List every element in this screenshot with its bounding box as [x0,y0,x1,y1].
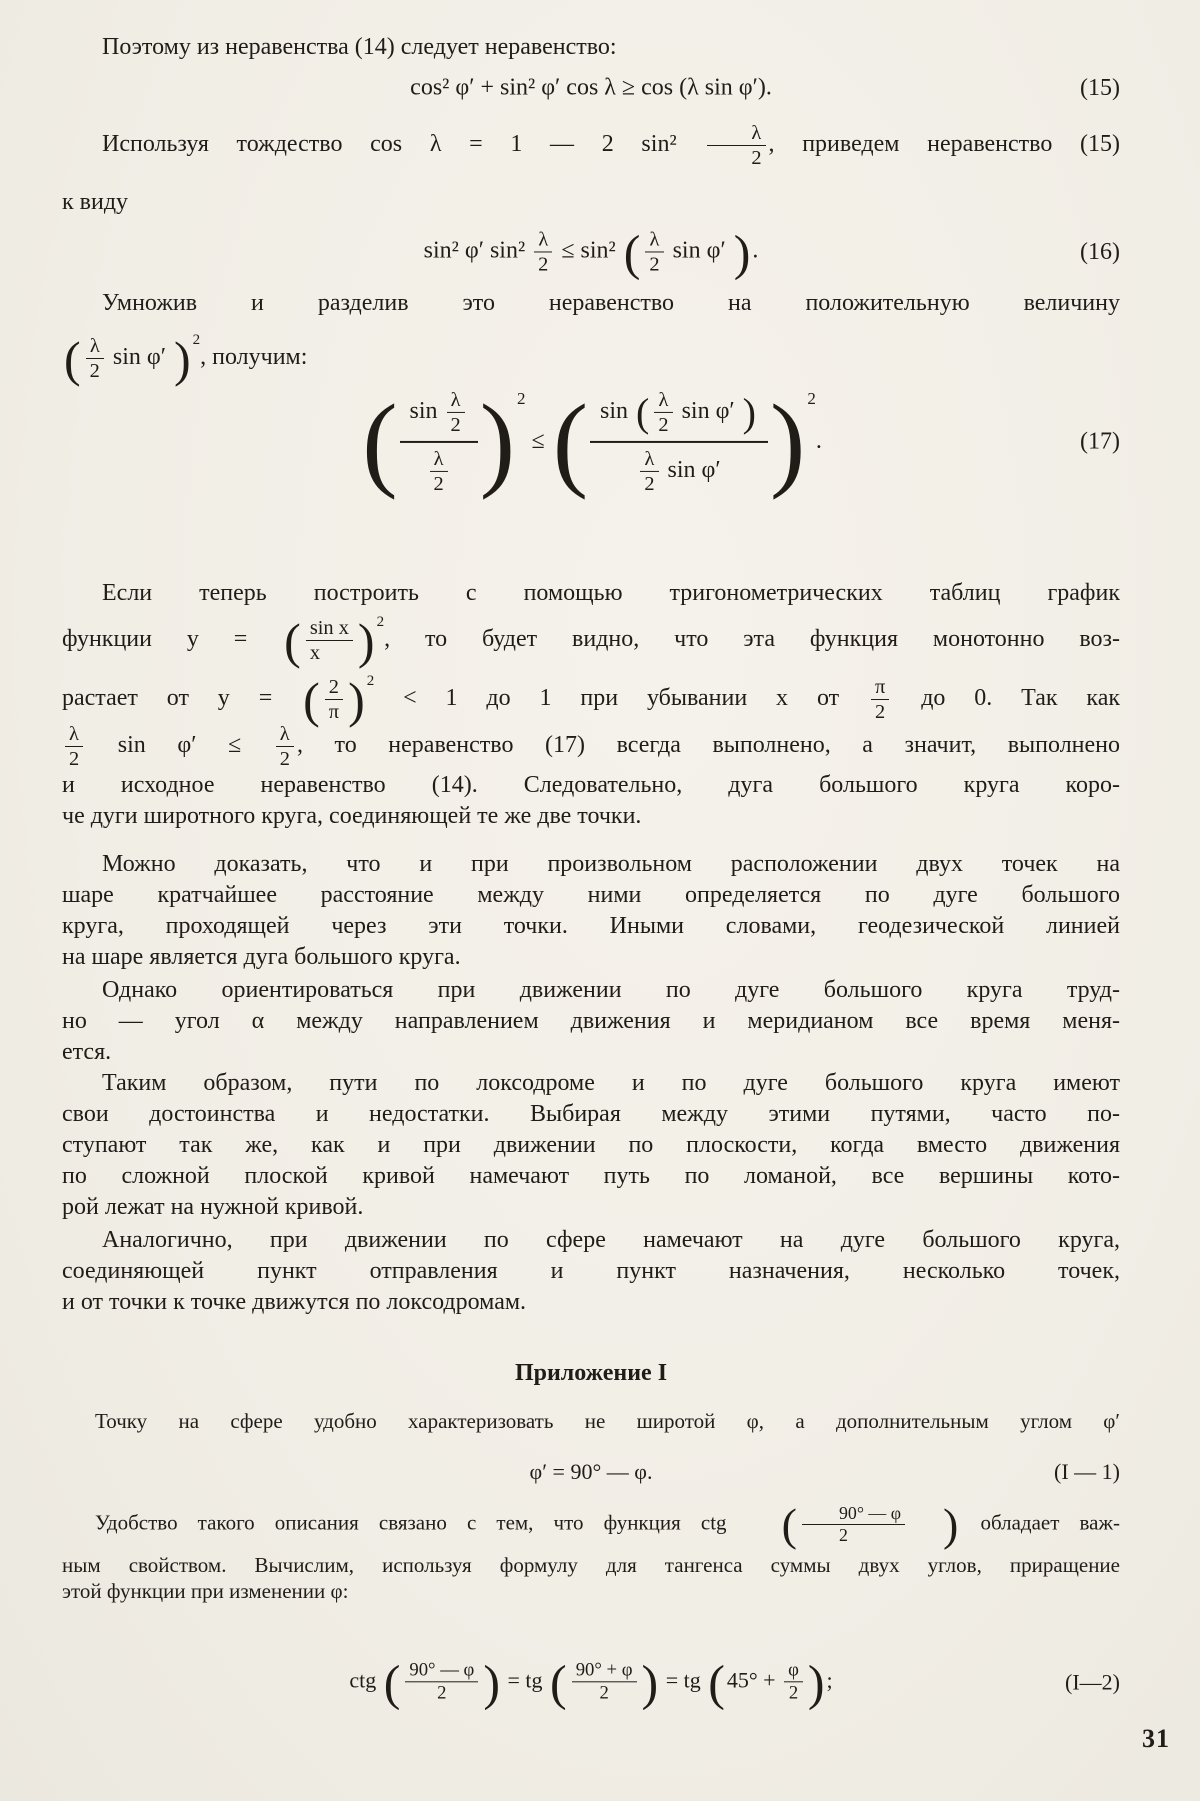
text-run: Удобство такого описания связано с тем, что функция ctg [95,1510,727,1535]
text-run: до 0. Так как [921,685,1121,712]
paragraph-5 [62,849,1120,973]
equation-I-2 [62,1654,1120,1710]
text-run: . [752,237,759,264]
fraction-lambda-over-2: $\frac{\lambda}{2}$ [65,723,83,770]
paragraph-8-line-3: и от точки к точке движутся по локсодромам. [62,1289,527,1315]
appendix-heading: Приложение I [514,1360,668,1386]
paragraph-3 [62,288,1120,387]
text-run: Используя тождество cos λ = 1 — 2 sin² [102,131,677,158]
equation-I-2-number: (I—2) [1065,1669,1120,1694]
text-run: , то будет видно, что эта функция монотонно воз- [384,626,1121,653]
paragraph-4-line-3: растает от y = ( $\frac{2}{\pi}$ ) $^2$ < 1 до 1 при убывании x от $\frac{\pi}{2}$ до 0. Так как [62,671,1121,728]
paragraph-6 [62,975,1120,1068]
appendix-paragraph-line-1: Удобство такого описания связано с тем, что функция ctg ( $\frac{90^\circ — \varphi}{2}$ ) обладает важ- [95,1498,1120,1550]
appendix-paragraph-line-3: этой функции при изменении φ: [62,1578,349,1603]
text-run: sin φ′ [667,457,721,484]
fraction-lambda-over-2: $\frac{\lambda}{2}$ [447,389,465,436]
paragraph-5-line-4: на шаре является дуга большого круга. [62,944,461,970]
exponent: 2 [376,614,385,631]
fraction-90-plus-phi-over-2: $\frac{90^\circ + \varphi}{2}$ [572,1660,637,1703]
equation-15-number: (15) [1080,74,1120,101]
text-run: < 1 до 1 при убывании x от [403,685,840,712]
text-run: ; [826,1667,833,1693]
paragraph-8 [62,1225,1120,1318]
paragraph-4-line-5: и исходное неравенство (14). Следовательно, дуга большого круга коро- [62,772,1120,799]
fraction-lambda-over-2: $\frac{\lambda}{2}$ [534,228,552,275]
fraction-lambda-over-2: $\frac{\lambda}{2}$ [276,723,294,770]
relation-sign: ≤ [531,427,545,454]
equation-I-1-number: (I — 1) [1054,1459,1120,1484]
paragraph-3-line-1: Умножив и разделив это неравенство на положительную величину [102,290,1120,316]
paragraph-7-line-1: Таким образом, пути по локсодроме и по дуге большого круга имеют [102,1070,1120,1096]
equation-I-1 [62,1459,1120,1485]
text-run: ctg [349,1667,377,1693]
text-run: функции y = [62,626,248,653]
paragraph-2 [62,122,1120,218]
paragraph-6-line-3: ется. [62,1039,112,1065]
text-run: sin φ′ [681,397,735,424]
text-run: 45° + [726,1667,776,1693]
paragraph-7-line-5: рой лежат на нужной кривой. [62,1194,364,1220]
exponent: 2 [366,673,375,690]
paragraph-8-line-1: Аналогично, при движении по сфере намечают на дуге большого круга, [102,1227,1120,1253]
paragraph-7-line-3: ступают так же, как и при движении по плоскости, когда вместо движения [62,1132,1120,1158]
fraction-lambda-over-2: $\frac{\lambda}{2}$ [645,228,663,275]
fraction-lambda-over-2: $\frac{\lambda}{2}$ [640,448,658,495]
equation-I-2-body: ctg ( $\frac{90^\circ — \varphi}{2}$ ) = tg ( $\frac{90^\circ + \varphi}{2}$ ) = tg (45° + $\frac{\varphi}{2}$ ); [349,1654,833,1710]
paragraph-4-line-6: че дуги широтного круга, соединяющей те же две точки. [62,803,642,830]
fraction-90-minus-phi-over-2: $\frac{90^\circ — \varphi}{2}$ [802,1504,905,1546]
paragraph-3-line-2: ( $\frac{\lambda}{2}$ sin φ′ ) $^2$, получим: [64,330,308,387]
text-run: = tg [665,1667,701,1693]
text-run: растает от y = [62,685,273,712]
equation-17-number: (17) [1080,428,1120,455]
paragraph-1-line-1: Поэтому из неравенства (14) следует неравенство: [102,34,617,60]
text-run: sin² φ′ sin² [423,237,526,264]
appendix-intro [62,1408,1120,1434]
paragraph-7-line-2: свои достоинства и недостатки. Выбирая между этими путями, часто по- [62,1101,1120,1127]
equation-17 [62,383,1120,500]
fraction-lambda-over-2: $\frac{\lambda}{2}$ [430,448,448,495]
text-run: , то неравенство (17) всегда выполнено, а значит, выполнено [296,732,1121,759]
appendix-paragraph-line-2: ным свойством. Вычислим, используя формулу для тангенса суммы двух углов, приращение [62,1552,1120,1577]
paragraph-2-line-1 [62,122,1120,169]
exponent: 2 [192,332,201,349]
appendix-intro-line: Точку на сфере удобно характеризовать не широтой φ, а дополнительным углом φ′ [95,1409,1120,1433]
equation-17-body: ( sin $\frac{\lambda}{2}$ $\frac{\lambda}{2}$ ) $^2$ ≤ ( sin ( $\frac{\lambda}{2}$ sin φ′ ) $\frac{\lambda}{2}$ sin φ′ ) $^2$. [362,383,822,500]
big-fraction-left [400,387,478,497]
paragraph-2-line-2: к виду [62,189,129,216]
text-run: sin [600,397,629,424]
paragraph-6-line-2: но — угол α между направлением движения и меридианом все время меня- [62,1008,1120,1034]
exponent: 2 [807,388,816,408]
text-run: обладает важ- [980,1510,1120,1535]
text-run: sin φ′ [672,237,726,264]
big-fraction-right: sin ( $\frac{\lambda}{2}$ sin φ′ ) $\frac{\lambda}{2}$ sin φ′ [590,387,768,497]
text-run: ≤ sin² [561,237,616,264]
paragraph-5-line-2: шаре кратчайшее расстояние между ними определяется по дуге большого [62,882,1120,908]
paragraph-4-line-1: Если теперь построить с помощью тригонометрических таблиц график [102,580,1120,606]
text-run: sin φ′ ≤ [117,732,242,759]
paragraph-7-line-4: по сложной плоской кривой намечают путь по ломаной, все вершины кото- [62,1163,1120,1189]
equation-16-body: sin² φ′ sin² $\frac{\lambda}{2}$ ≤ sin² ( $\frac{\lambda}{2}$ sin φ′ ). [423,224,759,280]
appendix-paragraph [62,1498,1120,1604]
fraction-phi-over-2: $\frac{\varphi}{2}$ [784,1660,803,1703]
text-run: , получим: [200,344,308,371]
fraction-2-over-pi: $\frac{2}{\pi}$ [325,676,343,723]
text-run: sin [409,397,438,424]
equation-16 [62,224,1120,280]
text-run: , приведем неравенство (15) [768,131,1120,158]
page-number: 31 [1142,1724,1170,1753]
equation-16-number: (16) [1080,238,1120,265]
equation-15-body: cos² φ′ + sin² φ′ cos λ ≥ cos (λ sin φ′). [410,74,772,101]
fraction-lambda-over-2: $\frac{\lambda}{2}$ [86,335,104,382]
fraction-lambda-over-2: $\frac{\lambda}{2}$ [654,389,672,436]
paragraph-1 [62,32,1120,63]
text-run: sin φ′ [112,344,166,371]
text-run: = tg [507,1667,543,1693]
fraction-pi-over-2: $\frac{\pi}{2}$ [871,676,889,723]
paragraph-5-line-3: круга, проходящей через эти точки. Иными словами, геодезической линией [62,913,1120,939]
paragraph-4 [62,578,1120,832]
paragraph-4-line-4 [62,723,1120,770]
fraction-lambda-over-2: $\frac{\lambda}{2}$ [707,122,765,169]
exponent: 2 [517,388,526,408]
fraction-90-minus-phi-over-2: $\frac{90^\circ — \varphi}{2}$ [405,1660,478,1703]
paragraph-6-line-1: Однако ориентироваться при движении по дуге большого круга труд- [102,977,1120,1003]
paragraph-5-line-1: Можно доказать, что и при произвольном расположении двух точек на [102,851,1120,877]
paragraph-4-line-2: функции y = ( $\frac{\text{sin x}}{x}$ ) $^2$, то будет видно, что эта функция монотонно воз- [62,612,1121,669]
equation-I-1-body: φ′ = 90° — φ. [529,1459,653,1484]
paragraph-7 [62,1068,1120,1223]
text-run: . [815,427,822,454]
fraction-sinx-over-x: $\frac{\text{sin x}}{x}$ [306,617,353,664]
equation-15 [62,75,1120,102]
paragraph-8-line-2: соединяющей пункт отправления и пункт назначения, несколько точек, [62,1258,1120,1284]
